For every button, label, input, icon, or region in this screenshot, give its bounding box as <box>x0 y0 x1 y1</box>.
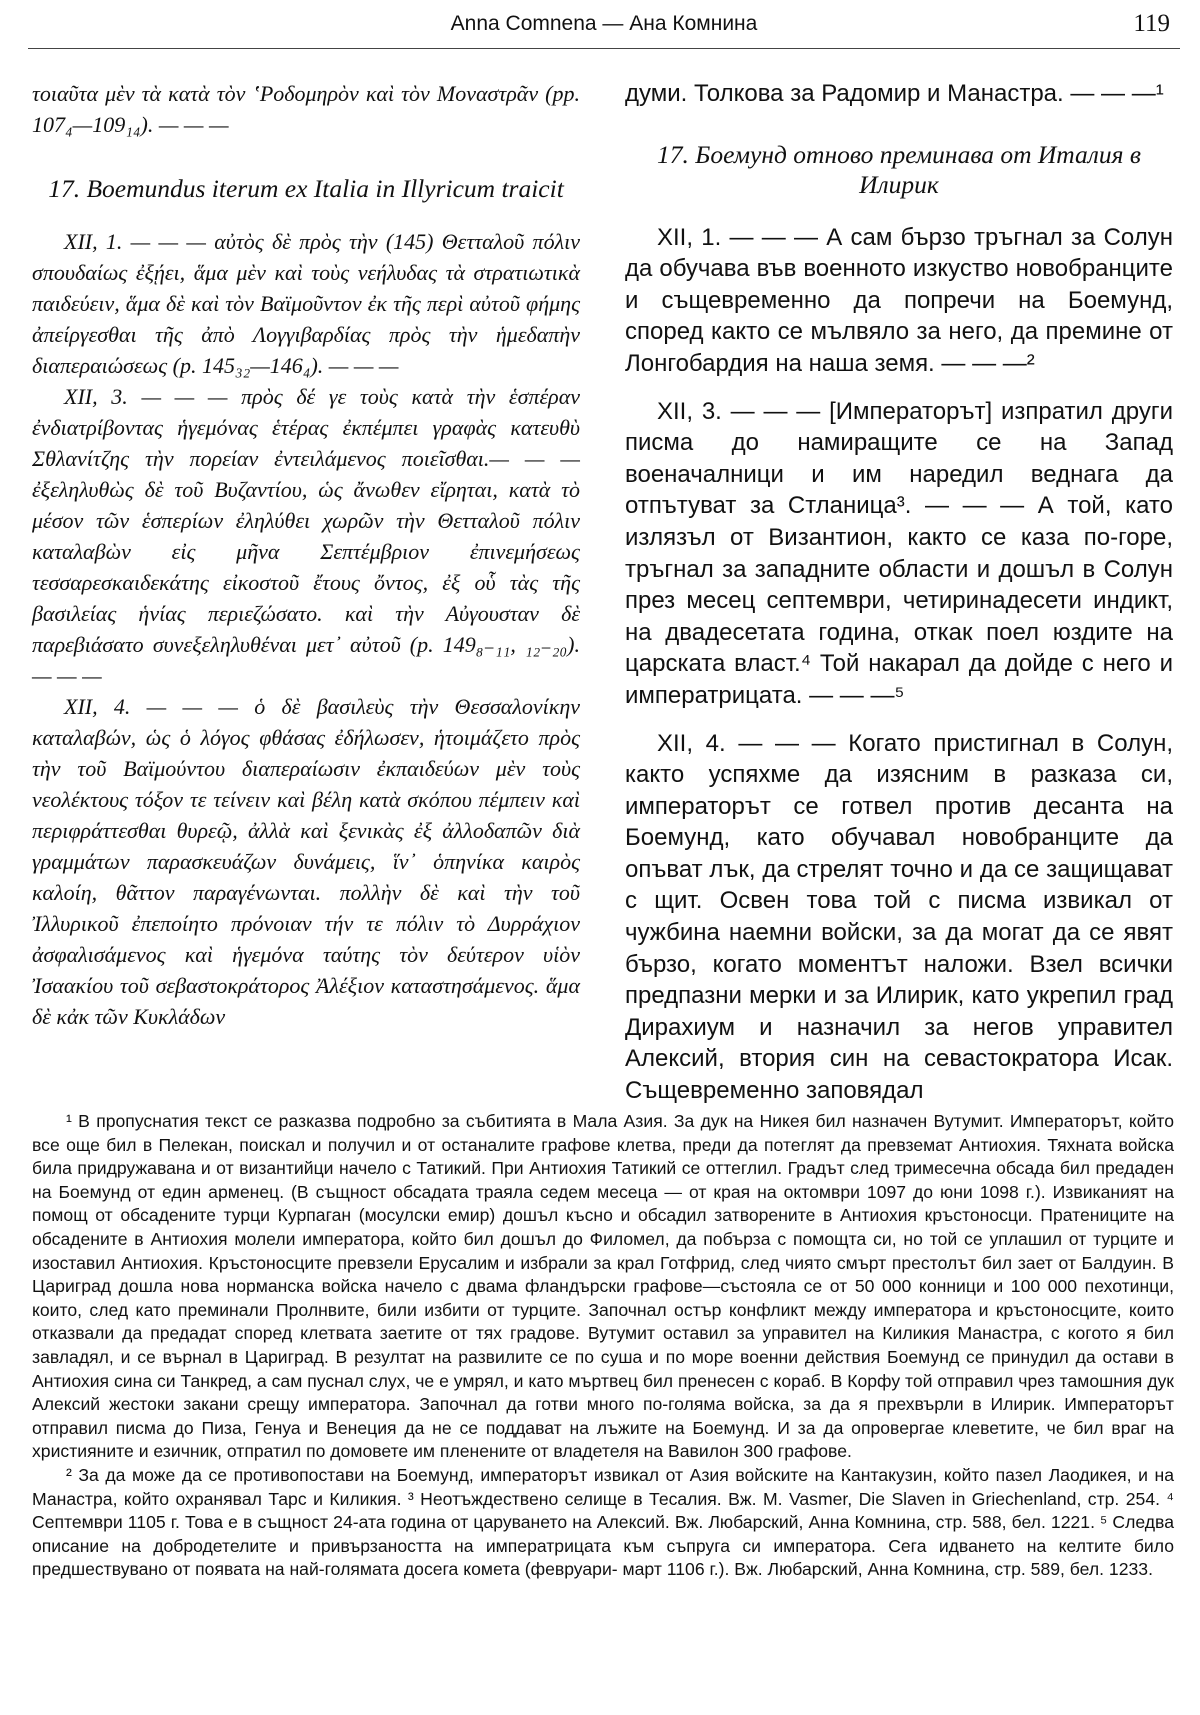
bulgarian-column <box>625 78 1173 1107</box>
bulgarian-paragraph-3: XII, 3. — — — [Императорът] изпратил други писма до намиращите се на Запад военачалници и им наредил веднага да отпътуват за Стланица³. — — — А той, като излязъл от Византион, както се каза по-горе, тръгнал за западните области и дошъл в Солун през месец септември, четиринадесети индикт, на двадесетата година, откак поел юздите на царската власт.⁴ Той накарал да дойде с него и императрицата. — — —⁵ <box>625 397 1173 709</box>
footnote-1: ¹ В пропуснатия текст се разказва подробно за събитията в Мала Азия. За дук на Никея бил назначен Вутумит. Императорът, който все още бил в Пелекан, поискал и получил и от останалите графове клетва, преди да потеглят да превземат Антиохия. Тяхната войска била придружавана и от византийци начело с Татикий. При Антиохия Татикий се оттеглил. Градът след тримесечна обсада бил предаден на Боемунд от един арменец. (В същност обсадата траяла седем месеца — от края на октомври 1097 до юни 1098 г.). Извиканият на помощ от обсадените турци Курпаган (мосулски емир) дошъл късно и обсадил затворените в Антиохия кръстоносци. Пратениците на обсадените в Антиохия молели императора, който бил дошъл до Филомел, да побърза с помощта си, но той се уплашил от турците и изоставил Антиохия. Кръстоносците превзели Ерусалим и избрали за крал Готфрид, след чиято смърт престолът бил зает от Балдуин. В Цариград дошла нова норманска войска начело с двама фландърски графове—състояла се от 50 000 конници и 100 000 пехотинци, които, след като преминали Пролнвите, били избити от турците. Започнал остър конфликт между императора и кръстоносците, които отказвали да предадат според клетвата заетите от тях градове. Вутумит оставил за управител на Киликия Манастра, с когото я бил завладял, и се върнал в Цариград. В резултат на развилите се по суша и по море военни действия Боемунд се принудил да остави в Антиохия сина си Танкред, а сам пуснал слух, че е умрял, и като мъртвец бил пренесен с кораб. В Корфу той отправил чрез тамошния дук Алексий жестоки закани срещу императора. Започнал да готви много по-голяма войска, за да я прехвърли в Илирик. Императорът отправил писма до Пиза, Генуа и Венеция да не се поддават на лъжите на Боемунд. И за да опровергае клеветите, че бил враг на християните и езичник, отпратил по домовете им пленените от владетеля на Вавилон 300 графове. <box>32 1111 1174 1462</box>
greek-section-heading: 17. Boemundus iterum ex Italia in Illyricum traicit <box>48 174 564 203</box>
footnotes <box>32 1110 1174 1582</box>
bulgarian-paragraph-1: думи. Толкова за Радомир и Манастра. — — —¹ <box>625 80 1164 107</box>
footnotes-2-5: ² За да може да се противопостави на Боемунд, императорът извикал от Азия войските на Кантакузин, който пазел Лаодикея, и на Манастра, който охранявал Тарс и Киликия. ³ Неотъждествено селище в Тесалия. Вж. M. Vasmer, Die Slaven in Griechenland, стр. 254. ⁴ Септември 1105 г. Това е в същност 24-ата година от царуването на Алексий. Вж. Любарский, Анна Комнина, стр. 588, бел. 1221. ⁵ Следва описание на добродетелите и привързаността на императрицата към съпруга си императора. Сега идването на келтите било предшествувано от появата на най-голямата досега комета (февруари- март 1106 г.). Вж. Любарский, Анна Комнина, стр. 589, бел. 1233. <box>32 1464 1174 1580</box>
bulgarian-paragraph-2: XII, 1. — — — А сам бързо тръгнал за Солун да обучава във военното изкуство новобранците и същевременно да попречи на Боемунд, според както се мълвяло за него, да премине от Лонгобардия на наша земя. — — —² <box>625 223 1173 377</box>
running-header <box>28 8 1180 48</box>
greek-paragraph-3: XII, 3. — — — πρὸς δέ γε τοὺς κατὰ τὴν ἑσπέραν ἐνδιατρίβοντας ἡγεμόνας ἑτέρας ἐκπέμπει γραφὰς κατευθὺ Σθλανίτζης τὴν πορείαν ἐντειλάμενος ποιεῖσθαι.— — — ἐξεληλυθὼς δὲ τοῦ Βυζαντίου, ὡς ἄνωθεν εἴρηται, κατὰ τὸ μέσον τῶν ἑσπερίων ἐληλύθει χωρῶν τὴν Θετταλοῦ πόλιν καταλαβὼν εἰς μῆνα Σεπτέμβριον ἐπινεμήσεως τεσσαρεσκαιδεκάτης εἰκοστοῦ ἔτους ὄντος, ἐξ οὗ τὰς τῆς βασιλείας ἡνίας περιεζώσατο. καὶ τὴν Αὐγουσταν δὲ παρεβιάσατο συνεξεληλυθέναι μετ᾽ αὐτοῦ (p. 149₈₋₁₁, ₁₂₋₂₀). — — — <box>32 384 580 688</box>
greek-paragraph-1: τοιαῦτα μὲν τὰ κατὰ τὸν ʽΡοδομηρὸν καὶ τὸν Μοναστρᾶν (pp. 107₄—109₁₄). — — — <box>32 81 580 137</box>
greek-paragraph-2: XII, 1. — — — αὐτὸς δὲ πρὸς τὴν (145) Θετταλοῦ πόλιν σπουδαίως ἐξῄει, ἅμα μὲν καὶ τοὺς νεήλυδας τὰ στρατιωτικὰ παιδεύειν, ἅμα δὲ καὶ τὸν Βαϊμοῦντον ἐκ τῆς περὶ αὐτοῦ φήμης ἀπείργεσθαι τῆς ἀπὸ Λογγιβαρδίας πρὸς τὴν ἡμεδαπὴν διαπεραιώσεως (p. 145₃₂—146₄). — — — <box>32 229 580 378</box>
greek-column <box>32 78 580 1032</box>
bulgarian-section-heading: 17. Боемунд отново преминава от Италия в Илирик <box>657 139 1141 199</box>
bulgarian-paragraph-4: XII, 4. — — — Когато пристигнал в Солун, както успяхме да изясним в разказа си, императорът се готвел против десанта на Боемунд, като обучавал новобранците да опъват лък, да стрелят точно и да се защищават с щит. Освен това той с писма извикал от чужбина наемни войски, за да могат да се явят бързо, когато моментът наложи. Взел всички предпазни мерки и за Илирик, като укрепил град Дирахиум и назначил за негов управител Алексий, втория син на севастократора Исак. Същевременно заповядал <box>625 729 1173 1105</box>
header-title: Anna Comnena — Ана Комнина <box>450 12 758 35</box>
page-number: 119 <box>1133 10 1170 37</box>
header-rule <box>28 48 1180 49</box>
greek-paragraph-4: XII, 4. — — — ὁ δὲ βασιλεὺς τὴν Θεσσαλονίκην καταλαβών, ὡς ὁ λόγος φθάσας ἐδήλωσεν, ἡτοιμάζετο πρὸς τὴν τοῦ Βαϊμούντου διαπεραίωσιν ἐκπαιδεύων μὲν τοὺς νεολέκτους τόξον τε τείνειν καὶ βέλη κατὰ σκόπου πέμπειν καὶ περιφράττεσθαι θυρεῷ, ἀλλὰ καὶ ξενικὰς ἐξ ἀλλοδαπῶν διὰ γραμμάτων παρασκευάζων δυνάμεις, ἵν᾽ ὁπηνίκα καιρὸς καλοίη, θᾶττον παραγένωνται. πολλὴν δὲ καὶ τὴν τοῦ Ἰλλυρικοῦ ἐπεποίητο πρόνοιαν τήν τε πόλιν τὸ Δυρράχιον ἀσφαλισάμενος καὶ ἡγεμόνα ταύτης τὸν δεύτερον υἱὸν Ἰσαακίου τοῦ σεβαστοκράτορος Ἀλέξιον καταστησάμενος. ἅμα δὲ κἀκ τῶν Κυκλάδων <box>32 694 580 1029</box>
